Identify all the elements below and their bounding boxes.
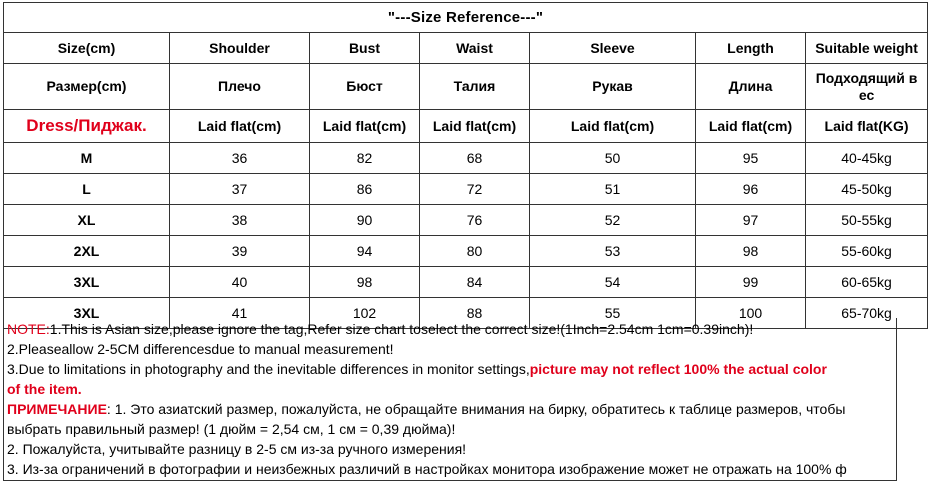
header-cell: Размер(cm) [4,64,170,110]
table-cell: 80 [420,236,530,267]
header-cell: Длина [696,64,806,110]
ru-note-line-1 [7,399,893,419]
table-cell: 90 [310,205,420,236]
table-cell: 65-70kg [806,298,928,329]
header-cell: Length [696,33,806,64]
ru-note-line-3: 3. Из-за ограничений в фотографии и неизбежных различий в настройках монитора изображение может не отражать на 100% ф [7,461,847,477]
table-cell: 99 [696,267,806,298]
header-cell: Бюст [310,64,420,110]
table-cell: 86 [310,174,420,205]
table-cell: 37 [170,174,310,205]
table-row [4,205,928,236]
ru-note-label: ПРИМЕЧАНИЕ [7,401,107,417]
table-cell: 52 [530,205,696,236]
table-cell: 100 [696,298,806,329]
table-cell: 72 [420,174,530,205]
size-table [3,2,928,329]
table-cell: 53 [530,236,696,267]
size-label: XL [4,205,170,236]
note-warning-cont: of the item. [7,381,82,397]
table-cell: 45-50kg [806,174,928,205]
table-cell: 96 [696,174,806,205]
header-cell: Bust [310,33,420,64]
header-cell: Size(cm) [4,33,170,64]
unit-cell: Laid flat(cm) [530,110,696,143]
table-cell: 88 [420,298,530,329]
unit-cell: Laid flat(cm) [696,110,806,143]
header-cell: Подходящий в ес [806,64,928,110]
table-row [4,236,928,267]
table-cell: 36 [170,143,310,174]
table-cell: 76 [420,205,530,236]
header-cell: Sleeve [530,33,696,64]
table-cell: 51 [530,174,696,205]
unit-cell: Laid flat(cm) [310,110,420,143]
table-cell: 97 [696,205,806,236]
table-row [4,267,928,298]
notes-box [3,318,897,481]
table-cell: 50 [530,143,696,174]
note-line-3 [7,359,893,379]
ru-note-line-1b: выбрать правильный размер! (1 дюйм = 2,54 см, 1 см = 0,39 дюйма)! [7,421,456,437]
dress-label: Dress/Пиджак. [4,110,170,143]
ru-note-line-2: 2. Пожалуйста, учитывайте разницу в 2-5 см из-за ручного измерения! [7,441,467,457]
size-label: 2XL [4,236,170,267]
table-cell: 55-60kg [806,236,928,267]
note-label: NOTE: [7,321,50,337]
unit-cell: Laid flat(cm) [170,110,310,143]
header-row-units [4,110,928,143]
unit-cell: Laid flat(KG) [806,110,928,143]
table-cell: 41 [170,298,310,329]
note-text: 3.Due to limitations in photography and the inevitable differences in monitor settings, [7,361,530,377]
table-cell: 68 [420,143,530,174]
table-cell: 54 [530,267,696,298]
table-cell: 84 [420,267,530,298]
table-cell: 82 [310,143,420,174]
note-line-1 [7,319,893,339]
header-cell: Рукав [530,64,696,110]
table-row [4,143,928,174]
table-cell: 98 [696,236,806,267]
size-label: L [4,174,170,205]
table-cell: 102 [310,298,420,329]
note-line-2: 2.Pleaseallow 2-5CM differencesdue to manual measurement! [7,341,394,357]
table-title: "---Size Reference---" [4,3,928,33]
table-cell: 94 [310,236,420,267]
header-cell: Талия [420,64,530,110]
table-cell: 38 [170,205,310,236]
table-cell: 50-55kg [806,205,928,236]
note-text: 1.This is Asian size,please ignore the tag,Refer size chart toselect the correct size!(1Inch=2.54cm 1cm=0.39inch)! [49,321,754,337]
table-cell: 95 [696,143,806,174]
table-cell: 60-65kg [806,267,928,298]
header-cell: Плечо [170,64,310,110]
ru-note-text: : 1. Это азиатский размер, пожалуйста, не обращайте внимания на бирку, обратитесь к таблице размеров, чтобы [106,401,846,417]
header-cell: Waist [420,33,530,64]
unit-cell: Laid flat(cm) [420,110,530,143]
table-cell: 98 [310,267,420,298]
header-cell: Suitable weight [806,33,928,64]
table-cell: 40 [170,267,310,298]
header-cell: Shoulder [170,33,310,64]
size-label: M [4,143,170,174]
size-label: 3XL [4,267,170,298]
note-warning: picture may not reflect 100% the actual color [529,361,827,377]
table-cell: 55 [530,298,696,329]
header-row-ru [4,64,928,110]
size-label: 3XL [4,298,170,329]
table-row [4,174,928,205]
header-row-en [4,33,928,64]
table-cell: 39 [170,236,310,267]
size-reference-sheet [3,2,918,481]
table-cell: 40-45kg [806,143,928,174]
